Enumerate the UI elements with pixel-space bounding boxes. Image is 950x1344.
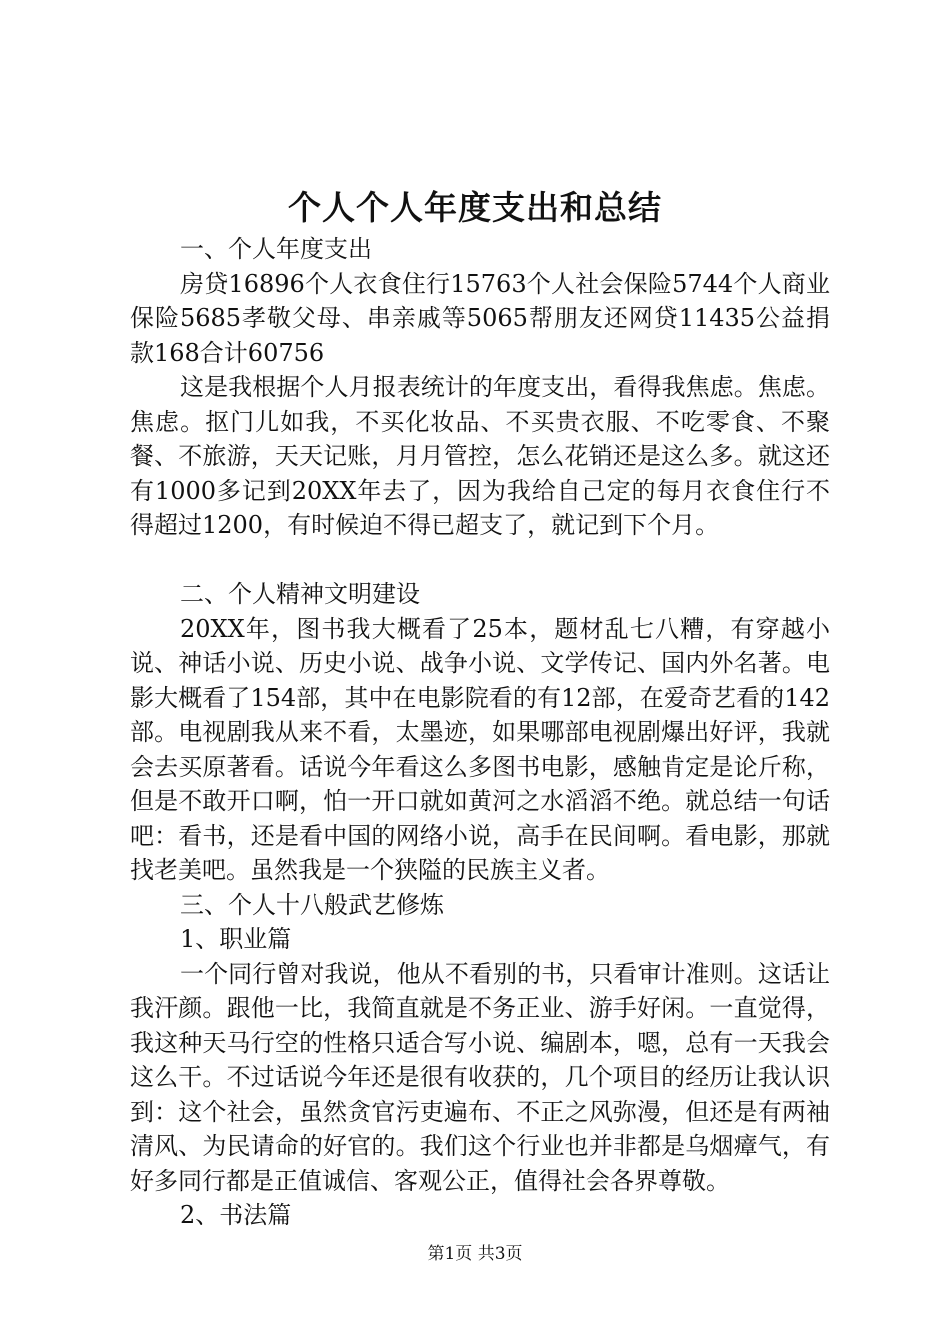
section-heading-culture: 二、个人精神文明建设 [180,580,420,608]
section-heading-expenses: 一、个人年度支出 [180,235,372,263]
document-body [130,232,830,1233]
paragraph-books-movies: 20XX年，图书我大概看了25本，题材乱七八糟，有穿越小说、神话小说、历史小说、战争小说、文学传记、国内外名著。电影大概看了154部，其中在电影院看的有12部，在爱奇艺看的142部。电视剧我从来不看，太墨迹，如果哪部电视剧爆出好评，我就会去买原著看。话说今年看这么多图书电影，感触肯定是论斤称，但是不敢开口啊，怕一开口就如黄河之水滔滔不绝。就总结一句话吧：看书，还是看中国的网络小说，高手在民间啊。看电影，那就找老美吧。虽然我是一个狭隘的民族主义者。 [130,614,830,884]
paragraph-expense-list: 房贷16896个人衣食住行15763个人社会保险5744个人商业保险5685孝敬父母、串亲戚等5065帮朋友还网贷11435公益捐款168合计60756 [130,269,830,367]
paragraph-expense-reflection: 这是我根据个人月报表统计的年度支出，看得我焦虑。焦虑。焦虑。抠门儿如我，不买化妆品、不买贵衣服、不吃零食、不聚餐、不旅游，天天记账，月月管控，怎么花销还是这么多。就这还有1000多记到20XX年去了，因为我给自己定的每月衣食住行不得超过1200，有时候迫不得已超支了，就记到下个月。 [130,373,830,539]
paragraph-spacer [130,543,830,578]
document-title: 个人个人年度支出和总结 [288,188,662,227]
paragraph-career: 一个同行曾对我说，他从不看别的书，只看审计准则。这话让我汗颜。跟他一比，我简直就是不务正业、游手好闲。一直觉得，我这种天马行空的性格只适合写小说、编剧本，嗯，总有一天我会这么干。不过话说今年还是很有收获的，几个项目的经历让我认识到：这个社会，虽然贪官污吏遍布、不正之风弥漫，但还是有两袖清风、为民请命的好官的。我们这个行业也并非都是乌烟瘴气，有好多同行都是正值诚信、客观公正，值得社会各界尊敬。 [130,959,830,1195]
page-footer: 第1页 共3页 [427,1244,523,1264]
subsection-heading-career: 1、职业篇 [180,925,292,953]
section-heading-skills: 三、个人十八般武艺修炼 [180,890,444,919]
subsection-heading-calligraphy: 2、书法篇 [180,1201,292,1229]
